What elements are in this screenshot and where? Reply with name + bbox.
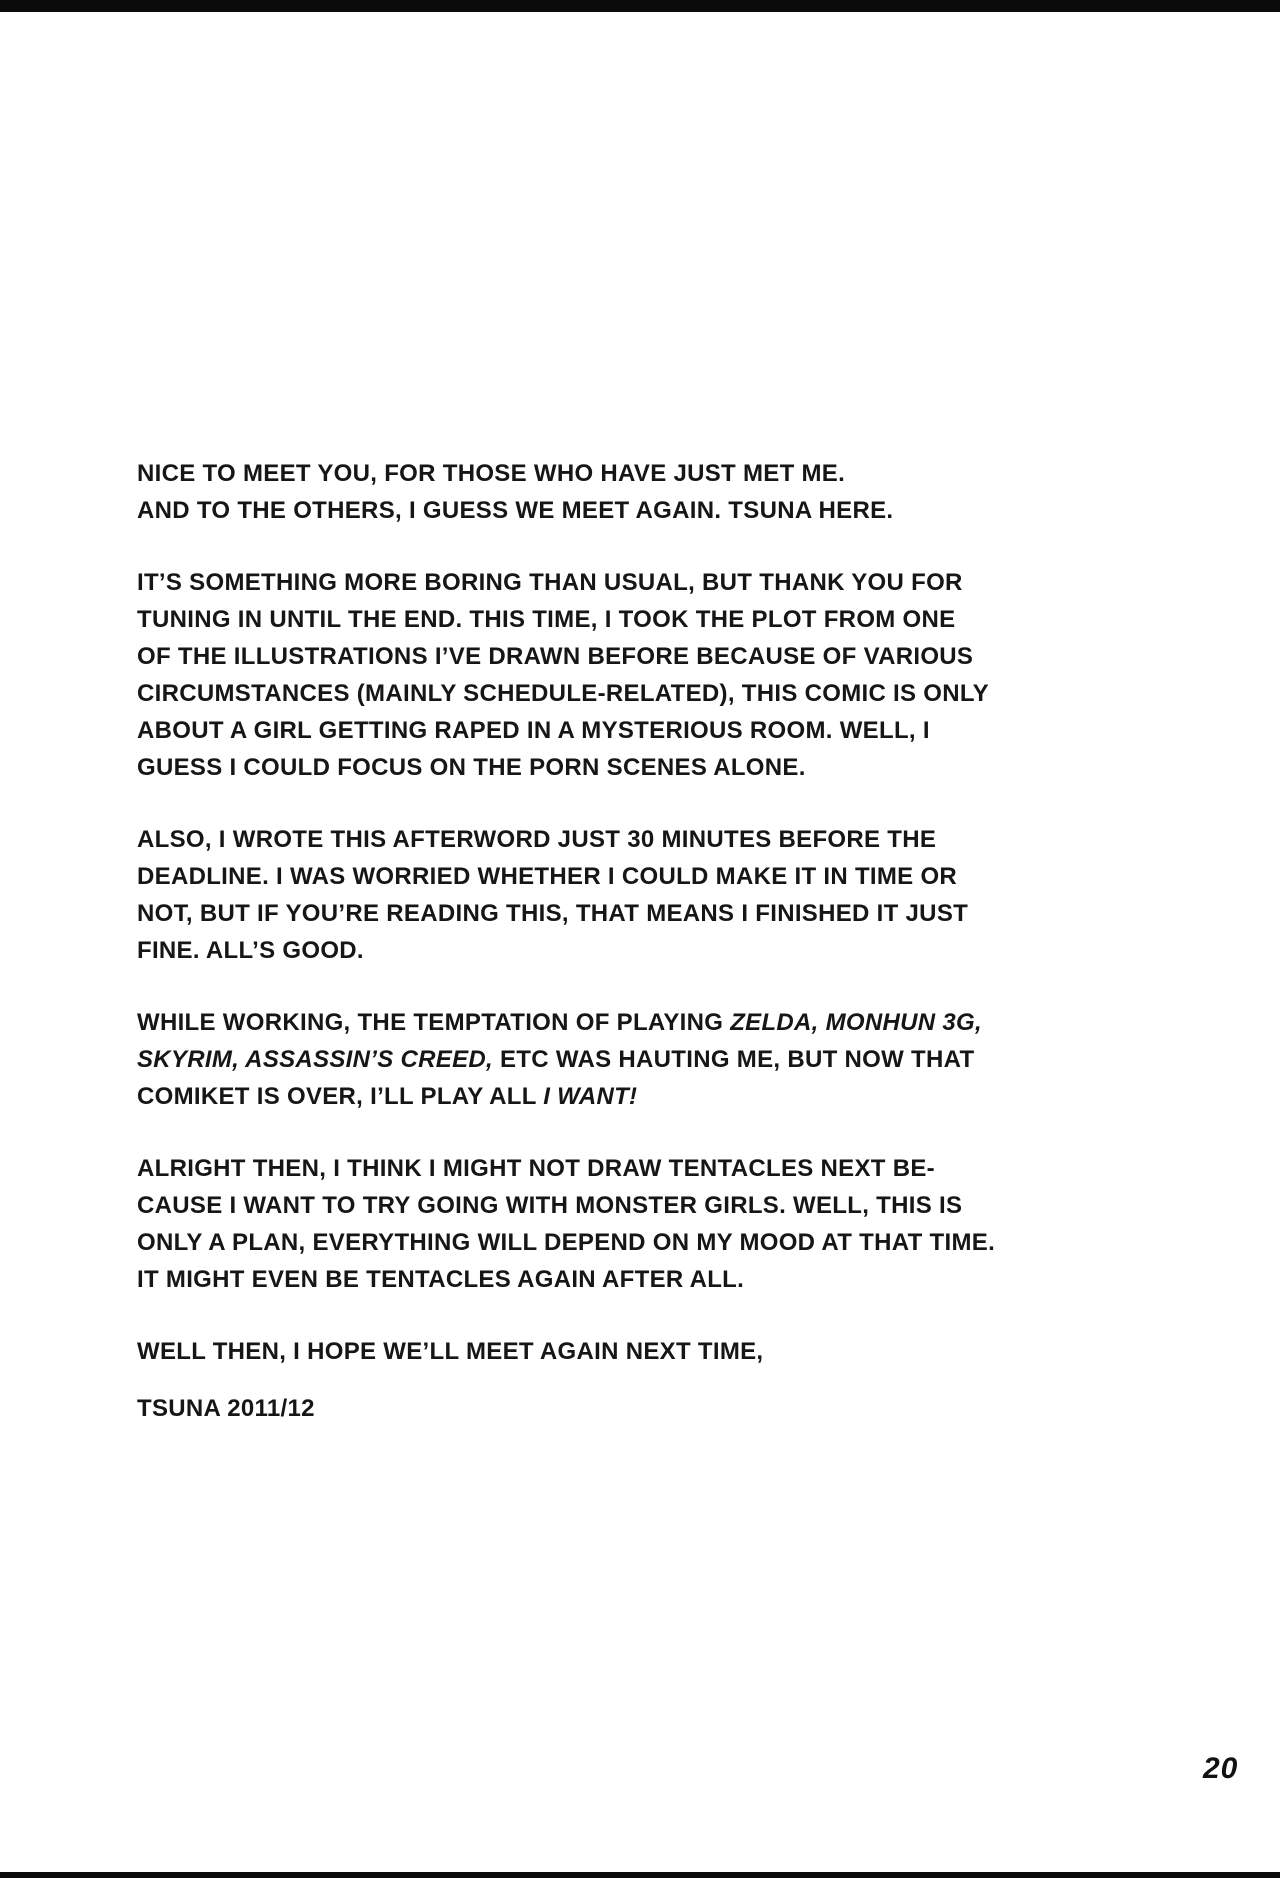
text-line: IT MIGHT EVEN BE TENTACLES AGAIN AFTER ALL. — [137, 1266, 745, 1293]
text-line: OF THE ILLUSTRATIONS I’VE DRAWN BEFORE BECAUSE OF VARIOUS — [137, 643, 974, 670]
text-line: TUNING IN UNTIL THE END. THIS TIME, I TOOK THE PLOT FROM ONE — [137, 606, 956, 633]
afterword-paragraph-greeting — [137, 455, 1057, 529]
text-line: CIRCUMSTANCES (MAINLY SCHEDULE-RELATED), THIS COMIC IS ONLY — [137, 680, 989, 707]
text-line: ALSO, I WROTE THIS AFTERWORD JUST 30 MINUTES BEFORE THE — [137, 826, 937, 853]
text-line: ALRIGHT THEN, I THINK I MIGHT NOT DRAW TENTACLES NEXT BE- — [137, 1155, 935, 1182]
afterword-paragraph-plans — [137, 1150, 1057, 1298]
text-line — [137, 1078, 1057, 1115]
scan-edge-bottom — [0, 1872, 1280, 1878]
text-line: TSUNA 2011/12 — [137, 1395, 315, 1422]
text-line: DEADLINE. I WAS WORRIED WHETHER I COULD MAKE IT IN TIME OR — [137, 863, 958, 890]
text-line: ONLY A PLAN, EVERYTHING WILL DEPEND ON MY MOOD AT THAT TIME. — [137, 1229, 996, 1256]
text-line — [137, 1004, 1057, 1041]
text-line — [137, 1041, 1057, 1078]
afterword-signature — [137, 1390, 1057, 1427]
text-line: AND TO THE OTHERS, I GUESS WE MEET AGAIN. TSUNA HERE. — [137, 497, 894, 524]
text-segment-italic: ZELDA, MONHUN 3G, — [730, 1009, 982, 1036]
text-segment: WHILE WORKING, THE TEMPTATION OF PLAYING — [137, 1009, 731, 1036]
afterword-text-block — [137, 455, 1057, 1427]
text-line: ABOUT A GIRL GETTING RAPED IN A MYSTERIOUS ROOM. WELL, I — [137, 717, 930, 744]
text-line: WELL THEN, I HOPE WE’LL MEET AGAIN NEXT TIME, — [137, 1338, 764, 1365]
scan-edge-top — [0, 0, 1280, 12]
page-number: 20 — [1203, 1752, 1239, 1785]
afterword-closing — [137, 1333, 1057, 1370]
afterword-paragraph-plot — [137, 564, 1057, 786]
text-line: GUESS I COULD FOCUS ON THE PORN SCENES ALONE. — [137, 754, 806, 781]
text-segment-italic: SKYRIM, ASSASSIN’S CREED, — [137, 1046, 494, 1073]
text-segment-italic: I WANT! — [543, 1083, 638, 1110]
text-line: NOT, BUT IF YOU’RE READING THIS, THAT MEANS I FINISHED IT JUST — [137, 900, 969, 927]
afterword-paragraph-deadline — [137, 821, 1057, 969]
text-segment: COMIKET IS OVER, I’LL PLAY ALL — [137, 1083, 544, 1110]
text-line: CAUSE I WANT TO TRY GOING WITH MONSTER GIRLS. WELL, THIS IS — [137, 1192, 963, 1219]
afterword-paragraph-games — [137, 1004, 1057, 1115]
text-line: FINE. ALL’S GOOD. — [137, 937, 364, 964]
text-segment: ETC WAS HAUTING ME, BUT NOW THAT — [493, 1046, 975, 1073]
text-line: NICE TO MEET YOU, FOR THOSE WHO HAVE JUST MET ME. — [137, 460, 846, 487]
text-line: IT’S SOMETHING MORE BORING THAN USUAL, BUT THANK YOU FOR — [137, 569, 963, 596]
